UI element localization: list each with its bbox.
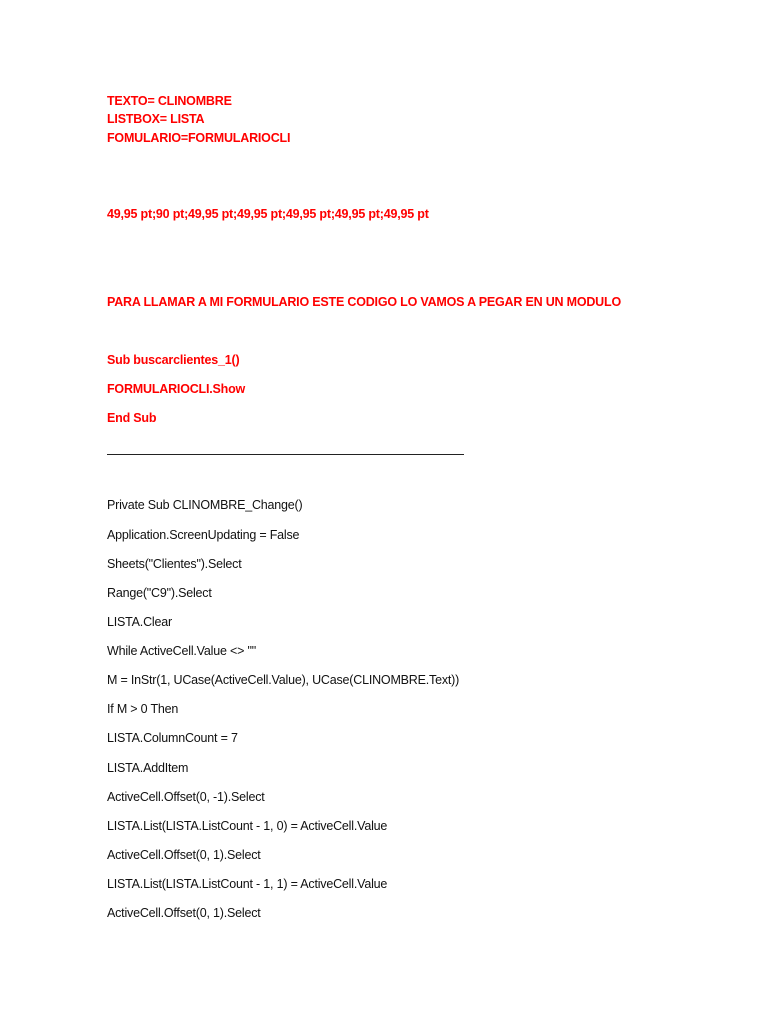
form-code-line: If M > 0 Then (107, 702, 179, 716)
form-code-line: Range("C9").Select (107, 586, 212, 600)
form-code-line: ActiveCell.Offset(0, -1).Select (107, 790, 265, 804)
module-code-line: Sub buscarclientes_1() (107, 353, 240, 367)
form-code-line: ActiveCell.Offset(0, 1).Select (107, 906, 261, 920)
form-code-line: LISTA.List(LISTA.ListCount - 1, 0) = ActiveCell.Value (107, 819, 388, 833)
module-code-line: FORMULARIOCLI.Show (107, 382, 246, 396)
form-code-line: Private Sub CLINOMBRE_Change() (107, 498, 303, 512)
separator-rule (107, 454, 464, 455)
header-line-formulario: FOMULARIO=FORMULARIOCLI (107, 131, 291, 145)
form-code-line: Application.ScreenUpdating = False (107, 528, 300, 542)
header-line-listbox: LISTBOX= LISTA (107, 112, 205, 126)
form-code-line: While ActiveCell.Value <> "" (107, 644, 256, 658)
module-code-line: End Sub (107, 411, 157, 425)
form-code-line: LISTA.ColumnCount = 7 (107, 731, 238, 745)
form-code-line: LISTA.List(LISTA.ListCount - 1, 1) = ActiveCell.Value (107, 877, 388, 891)
form-code-line: LISTA.Clear (107, 615, 172, 629)
instruction-line: PARA LLAMAR A MI FORMULARIO ESTE CODIGO LO VAMOS A PEGAR EN UN MODULO (107, 295, 621, 309)
column-widths-line: 49,95 pt;90 pt;49,95 pt;49,95 pt;49,95 pt;49,95 pt;49,95 pt (107, 207, 429, 221)
form-code-line: LISTA.AddItem (107, 761, 189, 775)
header-line-texto: TEXTO= CLINOMBRE (107, 94, 232, 108)
form-code-line: Sheets("Clientes").Select (107, 557, 242, 571)
form-code-line: M = InStr(1, UCase(ActiveCell.Value), UCase(CLINOMBRE.Text)) (107, 673, 460, 687)
form-code-line: ActiveCell.Offset(0, 1).Select (107, 848, 261, 862)
